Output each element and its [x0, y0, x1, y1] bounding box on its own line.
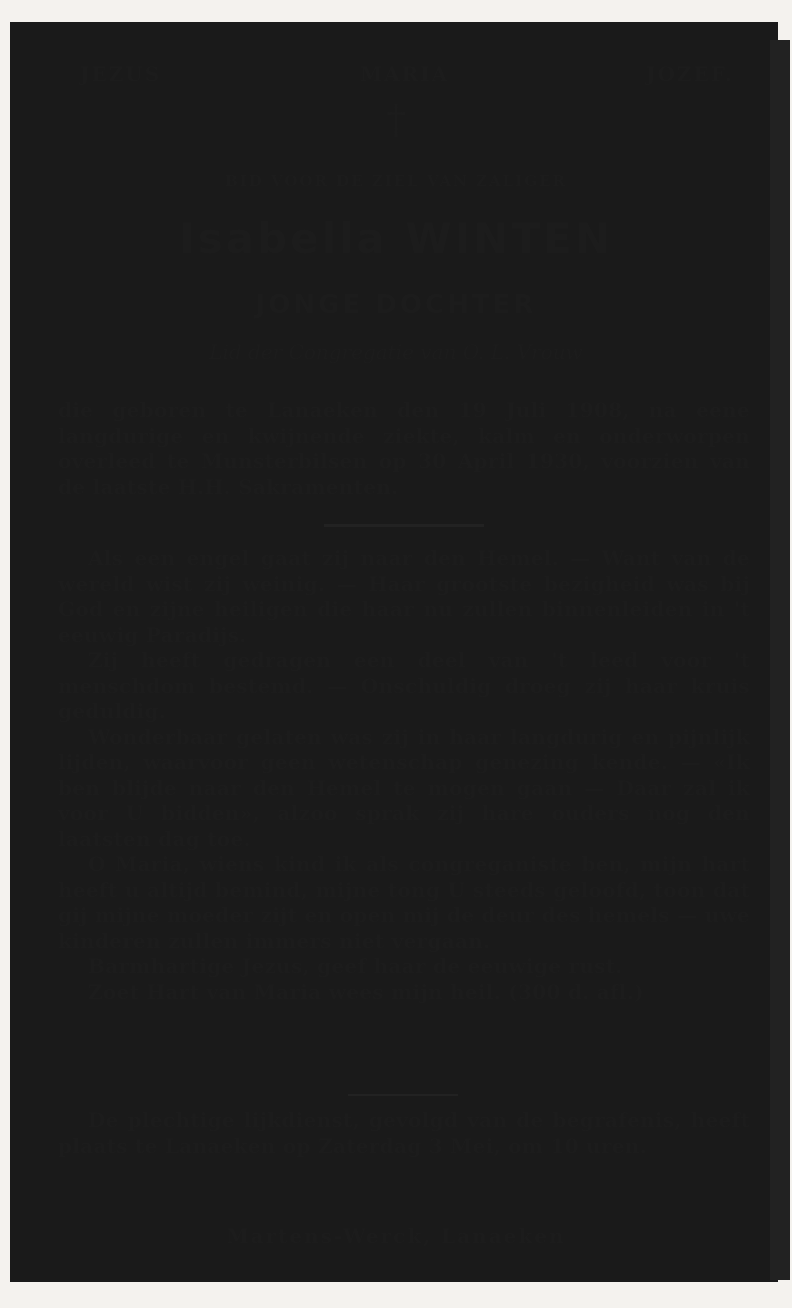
membership-line: Lid der Congregatie van O. L. Vrouw [209, 340, 583, 364]
header-left-name: JEZUS [80, 62, 162, 86]
divider-rule [324, 524, 484, 527]
printer-credit: Martens-Werck, Lanaeken [226, 1224, 566, 1248]
status-line: JONGE DOCHTER [255, 290, 537, 320]
cross-icon: † [386, 97, 406, 143]
prayer-paragraph: Als een engel gaat zij naar den Hemel. — Want van de wereld wist zij weinig. — Haar grootste bezigheid was bij God en zijne heiligen die haar nu zullen binnenleiden in 't eeuwig Paradijs. [58, 546, 750, 647]
prayer-text [58, 546, 750, 1005]
prayer-paragraph: Zoet Hart van Maria wees mijn heil. (300 d. afl.) [88, 979, 644, 1004]
header-right-name: JOZEF. [646, 62, 734, 86]
prayer-paragraph: Zij heeft gedragen een deel van 't leed voor 't menschdom bestemd. — Onschuldig droeg zij haar kruis geduldig. [58, 648, 750, 723]
header-names [0, 62, 792, 102]
header-center-name: MARIA [360, 62, 450, 86]
divider-rule [348, 1094, 458, 1096]
prayer-paragraph: O Maria, wiens kind ik als congreganiste ben, mijn hart heeft u altijd bemind, mijne tong U steeds geloofd, toon dat gij mijne moeder zijt en open mij de deur des hemels — uwe kinderen zullen immers niet vergaan. [58, 852, 750, 953]
prayer-paragraph: Wonderbaar gelaten was zij in haar langdurig en pijnlijk lijden, waarvoor geen wetenschap genezing kende. — «Ik ben blijde naar den Hemel te mogen gaan — Daar zal ik voor U bidden», alzoo sprak zij hare ouders nog den laatsten dag toe. [58, 724, 750, 851]
deceased-name: Isabella WINTEN [179, 214, 613, 263]
prayer-paragraph: Barmhartige Jezus, geef haar de eeuwige rust. [88, 954, 623, 978]
biography-paragraph: die geboren te Lanaeken den 19 Juli 1908, na eene langdurige en kwijnende ziekte, kalm en onderworpen overleed te Munsterbilsen op 30 April 1930, voorzien van de laatste H.H. Sakramenten. [58, 398, 750, 499]
funeral-paragraph: De plechtige lijkdienst, gevolgd van de begrafenis, heeft plaats te Lanaeken op Zaterdag 3 Mei, om 10 uren. [58, 1108, 750, 1158]
intro-line: BID VOOR DE ZIEL VAN ZALIGER [225, 172, 567, 190]
